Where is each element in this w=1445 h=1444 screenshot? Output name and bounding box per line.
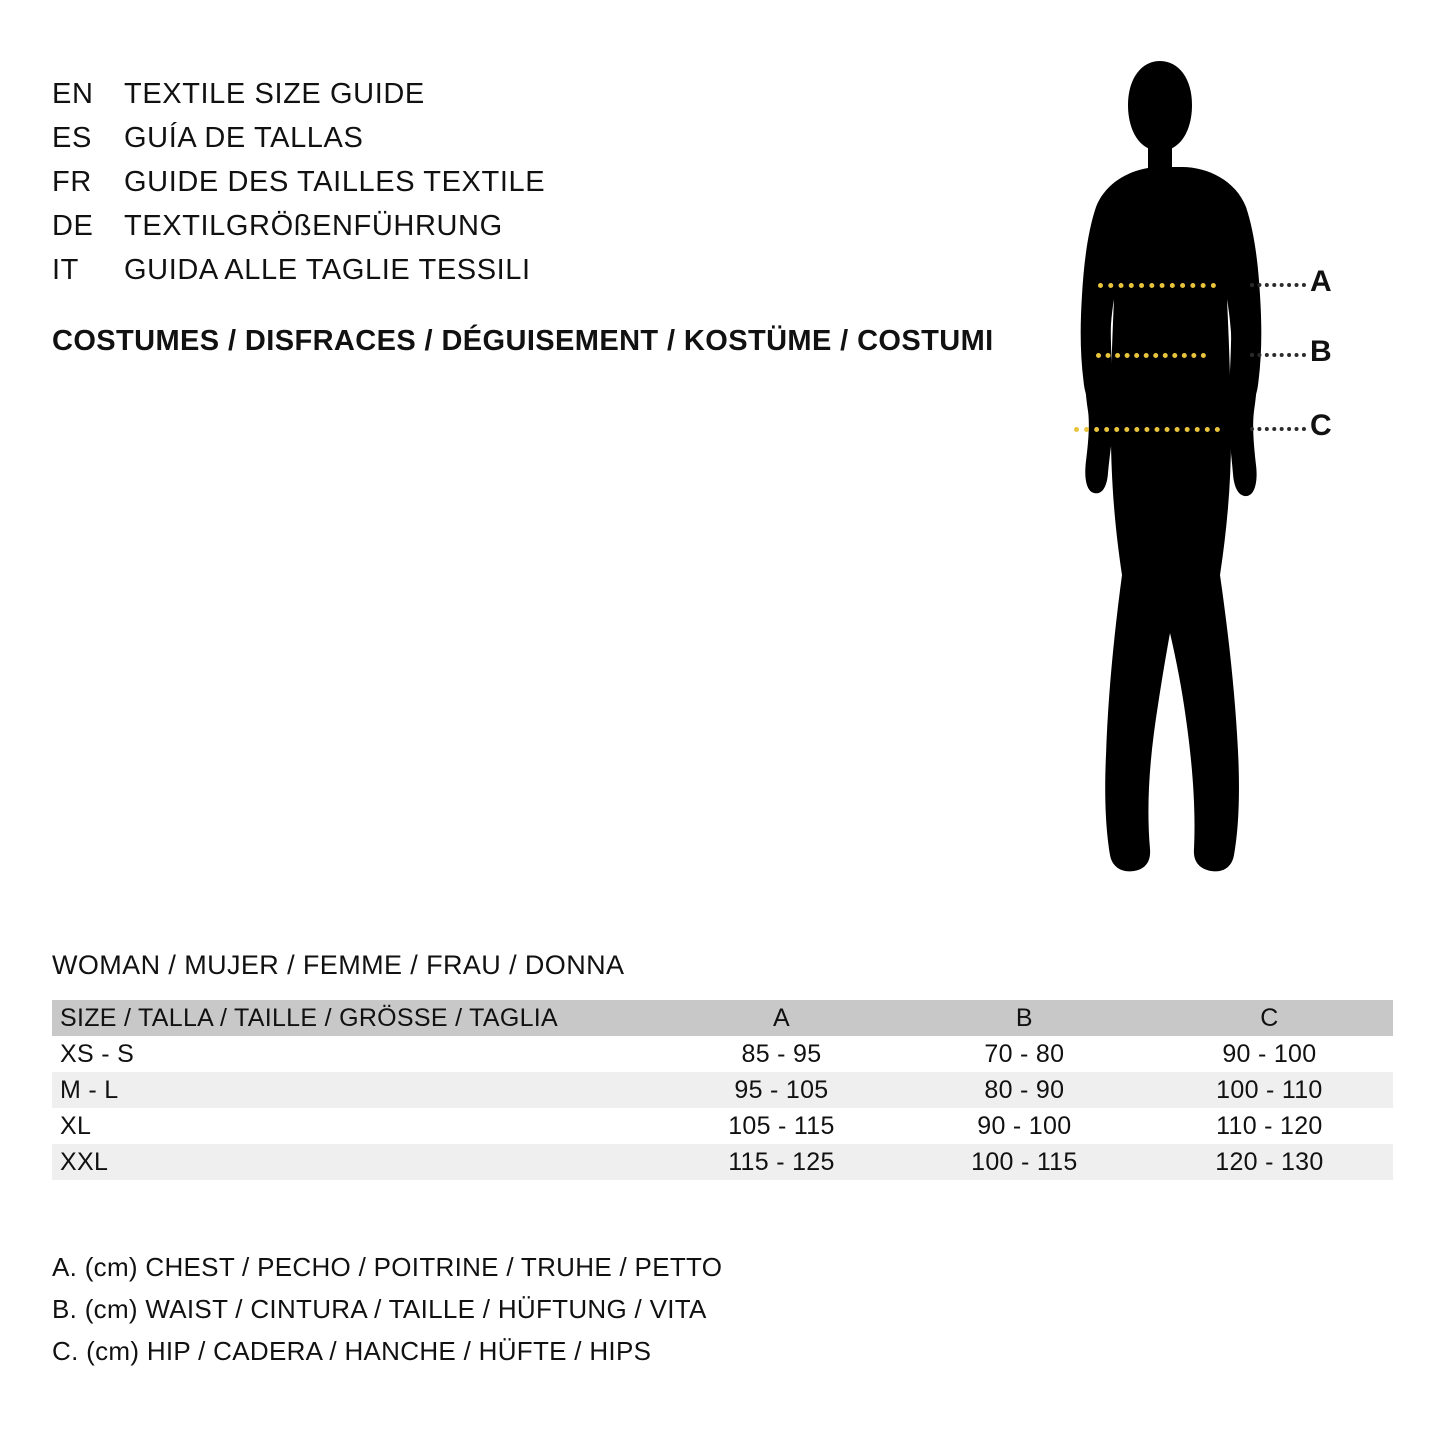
language-row	[52, 72, 952, 116]
table-cell-b: 70 - 80	[984, 1039, 1065, 1068]
language-row	[52, 248, 952, 292]
table-cell-c: 100 - 110	[1216, 1075, 1323, 1104]
waist-marker-label: B	[1310, 335, 1333, 368]
chest-leader-line	[1250, 283, 1306, 287]
chest-marker-label: A	[1310, 265, 1333, 298]
table-header-a: A	[772, 1003, 790, 1032]
waist-marker-line	[1096, 353, 1206, 358]
table-row	[52, 1144, 1393, 1180]
table-cell-c: 110 - 120	[1216, 1111, 1323, 1140]
hip-marker-label: C	[1310, 409, 1333, 442]
table-row	[52, 1036, 1393, 1072]
table-cell-a: 95 - 105	[734, 1075, 829, 1104]
language-code: IT	[52, 254, 79, 286]
table-cell-b: 80 - 90	[984, 1075, 1065, 1104]
table-header-b: B	[1015, 1003, 1033, 1032]
table-cell-a: 115 - 125	[728, 1147, 835, 1176]
language-title-list	[52, 72, 952, 292]
language-row	[52, 116, 952, 160]
table-cell-size: XS - S	[60, 1039, 135, 1068]
table-cell-size: M - L	[60, 1075, 119, 1104]
size-figure	[1010, 55, 1390, 895]
language-row	[52, 204, 952, 248]
table-header-size: SIZE / TALLA / TAILLE / GRÖSSE / TAGLIA	[60, 1003, 559, 1032]
table-cell-c: 90 - 100	[1222, 1039, 1317, 1068]
size-table	[52, 1000, 1393, 1180]
table-cell-a: 85 - 95	[741, 1039, 822, 1068]
table-header-row	[52, 1000, 1393, 1036]
language-title: GUIDE DES TAILLES TEXTILE	[124, 166, 546, 198]
table-cell-a: 105 - 115	[728, 1111, 835, 1140]
table-caption: WOMAN / MUJER / FEMME / FRAU / DONNA	[52, 950, 625, 980]
language-code: DE	[52, 210, 94, 242]
table-row	[52, 1108, 1393, 1144]
costumes-subtitle: COSTUMES / DISFRACES / DÉGUISEMENT / KOSTÜME / COSTUMI	[52, 325, 994, 357]
table-cell-size: XL	[60, 1111, 92, 1140]
hip-marker-line	[1074, 427, 1220, 432]
waist-leader-line	[1250, 353, 1306, 357]
language-code: FR	[52, 166, 92, 198]
hip-leader-line	[1250, 427, 1306, 431]
table-cell-size: XXL	[60, 1147, 109, 1176]
language-code: EN	[52, 78, 94, 110]
table-cell-c: 120 - 130	[1215, 1147, 1324, 1176]
chest-marker-line	[1098, 283, 1216, 288]
table-cell-b: 100 - 115	[971, 1147, 1078, 1176]
measurement-legend	[52, 1246, 722, 1372]
table-row	[52, 1072, 1393, 1108]
legend-line-c: C. (cm) HIP / CADERA / HANCHE / HÜFTE / HIPS	[52, 1336, 652, 1366]
language-title: GUÍA DE TALLAS	[124, 122, 364, 154]
table-header-c: C	[1260, 1003, 1279, 1032]
language-title: GUIDA ALLE TAGLIE TESSILI	[124, 254, 531, 286]
language-title: TEXTILGRÖßENFÜHRUNG	[124, 210, 503, 242]
language-code: ES	[52, 122, 92, 154]
language-title: TEXTILE SIZE GUIDE	[124, 78, 425, 110]
table-cell-b: 90 - 100	[977, 1111, 1072, 1140]
legend-line-b: B. (cm) WAIST / CINTURA / TAILLE / HÜFTUNG / VITA	[52, 1294, 707, 1324]
woman-silhouette-icon	[1010, 55, 1390, 895]
legend-line-a: A. (cm) CHEST / PECHO / POITRINE / TRUHE / PETTO	[52, 1252, 723, 1282]
language-row	[52, 160, 952, 204]
